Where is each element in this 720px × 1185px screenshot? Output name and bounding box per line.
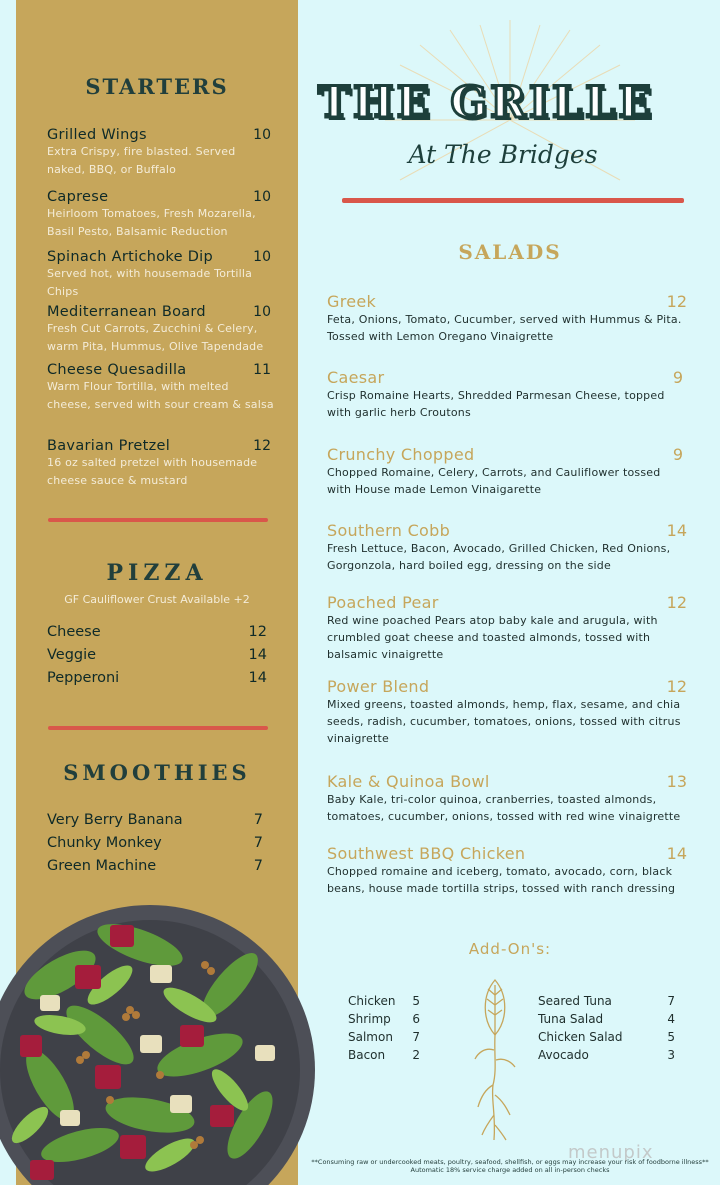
pizza-item	[47, 624, 267, 640]
item-price: 10	[253, 189, 271, 205]
item-name: Power Blend	[327, 677, 430, 696]
item-name: Salmon	[348, 1030, 393, 1044]
item-description: Chopped romaine and iceberg, tomato, avocado, corn, black beans, house made tortilla strips, tossed with ranch dressing	[327, 865, 676, 895]
footer-line: Automatic 18% service charge added on all in-person checks	[410, 1166, 610, 1174]
restaurant-subtitle: At The Bridges	[408, 140, 598, 169]
item-price: 9	[672, 368, 683, 387]
menu-item	[47, 362, 275, 414]
item-name: Crunchy Chopped	[327, 445, 475, 464]
addon-item	[538, 1012, 675, 1026]
item-name: Mediterranean Board	[47, 304, 206, 320]
item-price: 7	[253, 835, 263, 851]
item-price: 12	[253, 438, 271, 454]
menu-item	[47, 249, 275, 301]
smoothies-heading: SMOOTHIES	[63, 760, 251, 785]
item-price: 12	[666, 292, 687, 311]
addons-heading: Add-On's:	[468, 940, 552, 958]
item-price: 10	[253, 127, 271, 143]
item-name: Chunky Monkey	[47, 835, 162, 851]
item-price: 14	[248, 647, 267, 663]
menu-item	[47, 127, 275, 179]
item-name: Kale & Quinoa Bowl	[327, 772, 490, 791]
item-name: Spinach Artichoke Dip	[47, 249, 214, 265]
item-price: 11	[253, 362, 271, 378]
watermark: menupix	[568, 1142, 654, 1163]
item-name: Greek	[327, 292, 377, 311]
item-name: Chicken	[348, 994, 396, 1008]
item-description: Feta, Onions, Tomato, Cucumber, served with Hummus & Pita. Tossed with Lemon Oregano Vinaigrette	[327, 313, 682, 343]
item-name: Poached Pear	[327, 593, 439, 612]
item-price: 3	[667, 1048, 675, 1062]
salads-heading: SALADS	[458, 240, 562, 264]
item-name: Seared Tuna	[538, 994, 612, 1008]
item-description: Extra Crispy, fire blasted. Served naked, BBQ, or Buffalo	[47, 145, 236, 176]
item-price: 7	[412, 1030, 420, 1044]
salad-item	[327, 368, 687, 421]
item-price: 7	[253, 858, 263, 874]
item-price: 5	[667, 1030, 675, 1044]
addon-item	[348, 1048, 420, 1062]
item-description: Crisp Romaine Hearts, Shredded Parmesan Cheese, topped with garlic herb Croutons	[327, 389, 665, 419]
salad-item	[327, 292, 687, 345]
footer-disclaimer	[300, 1158, 720, 1174]
item-name: Cheese	[47, 624, 101, 640]
item-price: 12	[666, 593, 687, 612]
item-name: Cheese Quesadilla	[47, 362, 187, 378]
item-price: 5	[412, 994, 420, 1008]
salad-item	[327, 445, 687, 498]
item-price: 14	[666, 521, 687, 540]
addon-item	[538, 994, 675, 1008]
item-price: 13	[666, 772, 687, 791]
item-name: Shrimp	[348, 1012, 391, 1026]
item-name: Southwest BBQ Chicken	[327, 844, 526, 863]
item-description: Warm Flour Tortilla, with melted cheese, served with sour cream & salsa	[47, 380, 274, 411]
salad-item	[327, 844, 687, 897]
salad-item	[327, 521, 687, 574]
item-description: 16 oz salted pretzel with housemade cheese sauce & mustard	[47, 456, 258, 487]
salad-plate-photo	[0, 895, 320, 1185]
item-price: 7	[667, 994, 675, 1008]
item-price: 6	[412, 1012, 420, 1026]
item-description: Chopped Romaine, Celery, Carrots, and Cauliflower tossed with House made Lemon Vinaigarette	[327, 466, 661, 496]
divider	[48, 518, 268, 522]
item-description: Fresh Lettuce, Bacon, Avocado, Grilled Chicken, Red Onions, Gorgonzola, hard boiled egg, dressing on the side	[327, 542, 671, 572]
smoothie-item	[47, 835, 263, 851]
item-name: Tuna Salad	[538, 1012, 604, 1026]
item-price: 10	[253, 304, 271, 320]
item-name: Grilled Wings	[47, 127, 147, 143]
root-vegetable-illustration	[470, 975, 520, 1145]
item-name: Avocado	[538, 1048, 589, 1062]
smoothie-item	[47, 858, 263, 874]
addon-item	[538, 1030, 675, 1044]
item-description: Heirloom Tomatoes, Fresh Mozarella, Basil Pesto, Balsamic Reduction	[47, 207, 256, 238]
salad-item	[327, 677, 687, 747]
pizza-note: GF Cauliflower Crust Available +2	[64, 593, 250, 606]
item-name: Pepperoni	[47, 670, 120, 686]
starters-heading: STARTERS	[85, 74, 229, 99]
menu-item	[47, 438, 275, 490]
item-name: Caprese	[47, 189, 109, 205]
item-description: Red wine poached Pears atop baby kale and arugula, with crumbled goat cheese and toasted almonds, tossed with balsamic vinaigrette	[327, 614, 658, 661]
item-price: 12	[666, 677, 687, 696]
item-price: 9	[672, 445, 683, 464]
item-price: 14	[666, 844, 687, 863]
salad-item	[327, 593, 687, 663]
item-name: Caesar	[327, 368, 385, 387]
item-name: Bacon	[348, 1048, 386, 1062]
addon-item	[538, 1048, 675, 1062]
menu-item	[47, 189, 275, 241]
item-description: Mixed greens, toasted almonds, hemp, flax, sesame, and chia seeds, radish, cucumber, tomatoes, onions, tossed with citrus vinaigrette	[327, 698, 681, 745]
item-price: 4	[667, 1012, 675, 1026]
pizza-item	[47, 647, 267, 663]
addon-item	[348, 994, 420, 1008]
item-name: Very Berry Banana	[47, 812, 183, 828]
item-price: 10	[253, 249, 271, 265]
pizza-item	[47, 670, 267, 686]
item-description: Served hot, with housemade Tortilla Chips	[47, 267, 253, 298]
smoothie-item	[47, 812, 263, 828]
item-description: Baby Kale, tri-color quinoa, cranberries, toasted almonds, tomatoes, cucumber, onions, tossed with red wine vinaigrette	[327, 793, 681, 823]
item-name: Southern Cobb	[327, 521, 451, 540]
item-name: Green Machine	[47, 858, 157, 874]
item-price: 14	[248, 670, 267, 686]
addon-item	[348, 1012, 420, 1026]
restaurant-title: THE GRILLE	[318, 78, 655, 128]
item-price: 2	[412, 1048, 420, 1062]
item-name: Chicken Salad	[538, 1030, 623, 1044]
item-price: 12	[248, 624, 267, 640]
menu-item	[47, 304, 275, 356]
divider	[342, 198, 684, 203]
item-name: Veggie	[47, 647, 97, 663]
divider	[48, 726, 268, 730]
pizza-heading: PIZZA	[106, 560, 208, 586]
item-price: 7	[253, 812, 263, 828]
salad-item	[327, 772, 687, 825]
item-name: Bavarian Pretzel	[47, 438, 171, 454]
addon-item	[348, 1030, 420, 1044]
footer-line: **Consuming raw or undercooked meats, poultry, seafood, shellfish, or eggs may increase your risk of foodborne illness**	[311, 1158, 709, 1166]
item-description: Fresh Cut Carrots, Zucchini & Celery, warm Pita, Hummus, Olive Tapendade	[47, 322, 264, 353]
